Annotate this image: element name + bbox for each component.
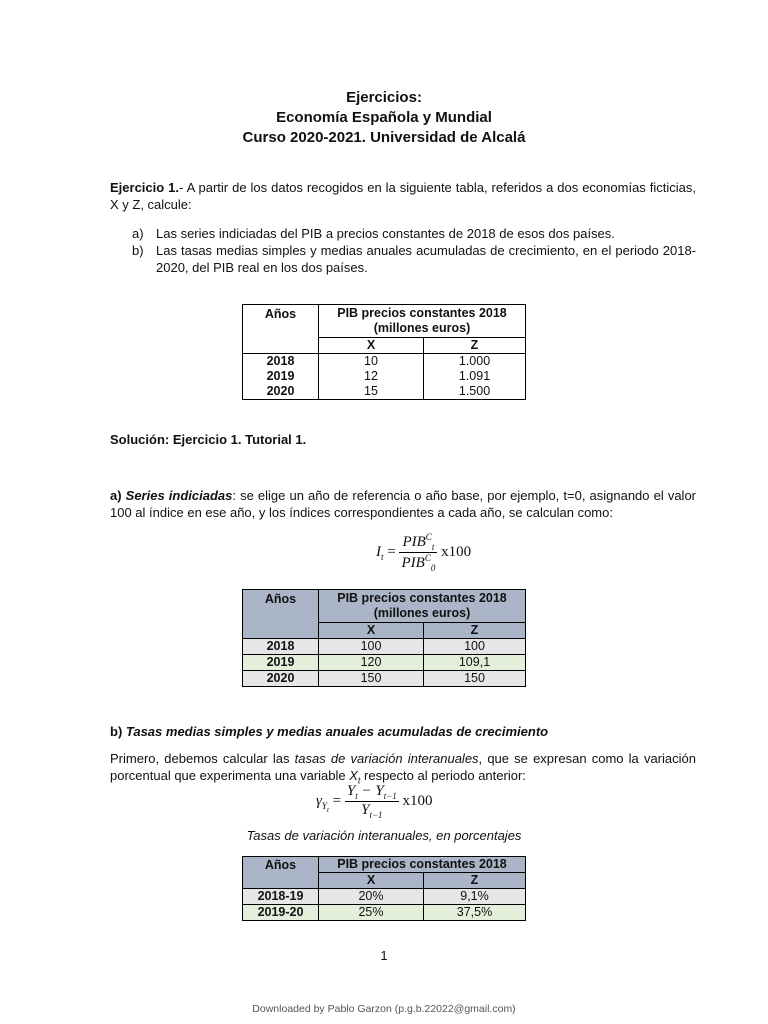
table-cell-x: 10 [319, 354, 424, 370]
table-row [243, 655, 526, 671]
table-row [243, 384, 526, 400]
table-header-x: X [319, 623, 424, 639]
section-a-term: Series indiciadas [125, 488, 233, 503]
formula-lhs: $I_t$ [376, 543, 384, 562]
table-cell-z: 150 [424, 671, 526, 687]
table-header-x: X [319, 338, 424, 354]
table-cell-z: 1.000 [424, 354, 526, 370]
table-header-z: Z [424, 338, 526, 354]
table-cell-x: 150 [319, 671, 424, 687]
table-header-group: PIB precios constantes 2018 [319, 857, 526, 873]
table-cell-x: 120 [319, 655, 424, 671]
table-header-years: Años [243, 857, 319, 889]
variable-xt: $X_t$ [349, 768, 361, 786]
table-cell-year: 2019 [243, 369, 319, 384]
table-cell-x: 20% [319, 889, 424, 905]
title-line-1: Ejercicios: [346, 89, 422, 106]
section-b-term: Tasas medias simples y medias anuales acumuladas de crecimiento [125, 724, 549, 739]
table-cell-z: 1.091 [424, 369, 526, 384]
table-header-x: X [319, 873, 424, 889]
solution-heading: Solución: Ejercicio 1. Tutorial 1. [110, 432, 307, 447]
table-row [243, 671, 526, 687]
formula-fraction: $\frac{Y_t - Y_{t-1}}{Y_{t-1}}$ [346, 783, 397, 820]
table-header-years: Años [243, 590, 319, 639]
table-cell-year: 2020 [243, 384, 319, 400]
section-a-text [110, 487, 696, 521]
table-cell-x: 12 [319, 369, 424, 384]
table-header-years: Años [243, 305, 319, 354]
table-header-z: Z [424, 873, 526, 889]
growth-rate-formula: $\gamma_{Y_t}$ = $\frac{Y_t - Y_{t-1}}{Y_{t-1}}$ x100 [316, 783, 433, 820]
table-header-group-line2: (millones euros) [373, 321, 471, 335]
formula-tail: x100 [402, 792, 433, 809]
section-a-label: a) [110, 488, 126, 503]
exercise-1-statement [110, 179, 696, 213]
section-b-heading [110, 723, 696, 740]
page-number: 1 [380, 948, 388, 963]
data-table-3 [242, 856, 526, 921]
exercise-1-label: Ejercicio 1. [110, 180, 180, 195]
table-header-z: Z [424, 623, 526, 639]
table-row [243, 354, 526, 370]
formula-fraction: $\frac{PIB^C_t}{PIB^C_0}$ [401, 532, 436, 573]
table-cell-x: 100 [319, 639, 424, 655]
table-cell-year: 2019 [243, 655, 319, 671]
table-cell-z: 9,1% [424, 889, 526, 905]
table-cell-z: 100 [424, 639, 526, 655]
table-cell-year: 2020 [243, 671, 319, 687]
title-line-2: Economía Española y Mundial [276, 109, 492, 126]
list-item [132, 242, 696, 276]
section-a-body: : se elige un año de referencia o año base, por ejemplo, t=0, asignando el valor 100 al índice en ese año, y los índices correspondientes a cada año, se calculan como: [110, 488, 697, 520]
table-cell-z: 1.500 [424, 384, 526, 400]
table-row [243, 889, 526, 905]
table-cell-year: 2018 [243, 354, 319, 370]
data-table-1 [242, 304, 526, 400]
table-row [243, 905, 526, 921]
table-header-group [319, 305, 526, 338]
table-cell-x: 25% [319, 905, 424, 921]
list-item [132, 225, 696, 242]
table-cell-year: 2019-20 [243, 905, 319, 921]
download-footer: Downloaded by Pablo Garzon (p.g.b.22022@gmail.com) [252, 1003, 516, 1015]
table-header-group-line2: (millones euros) [373, 606, 471, 620]
table-cell-z: 109,1 [424, 655, 526, 671]
exercise-1-text: - A partir de los datos recogidos en la siguiente tabla, referidos a dos economías ficticias, X y Z, calcule: [110, 180, 696, 212]
table-header-group-line1: PIB precios constantes 2018 [337, 306, 507, 320]
section-b-paragraph: Primero, debemos calcular las tasas de variación interanuales, que se expresan como la variación porcentual que experimenta una variable $X_t$ respecto al periodo anterior: [110, 751, 696, 786]
list-item-text: Las tasas medias simples y medias anuales acumuladas de crecimiento, en el periodo 2018-2020, del PIB real en los dos países. [156, 243, 696, 275]
formula-lhs: $\gamma_{Y_t}$ [316, 792, 329, 814]
list-marker: a) [132, 226, 144, 241]
table-header-group-line1: PIB precios constantes 2018 [337, 591, 507, 605]
title-line-3: Curso 2020-2021. Universidad de Alcalá [242, 129, 526, 146]
document-title [0, 88, 768, 148]
index-formula: $I_t$ = $\frac{PIB^C_t}{PIB^C_0}$ x100 [376, 532, 472, 573]
table-3-caption: Tasas de variación interanuales, en porcentajes [246, 828, 522, 843]
table-row [243, 639, 526, 655]
exercise-1-list [132, 225, 696, 276]
table-cell-z: 37,5% [424, 905, 526, 921]
table-row [243, 369, 526, 384]
section-b-label: b) [110, 724, 126, 739]
list-marker: b) [132, 243, 144, 258]
data-table-2 [242, 589, 526, 687]
table-cell-year: 2018 [243, 639, 319, 655]
table-header-group [319, 590, 526, 623]
list-item-text: Las series indiciadas del PIB a precios constantes de 2018 de esos dos países. [156, 226, 615, 241]
table-cell-year: 2018-19 [243, 889, 319, 905]
formula-tail: x100 [441, 543, 472, 560]
table-cell-x: 15 [319, 384, 424, 400]
